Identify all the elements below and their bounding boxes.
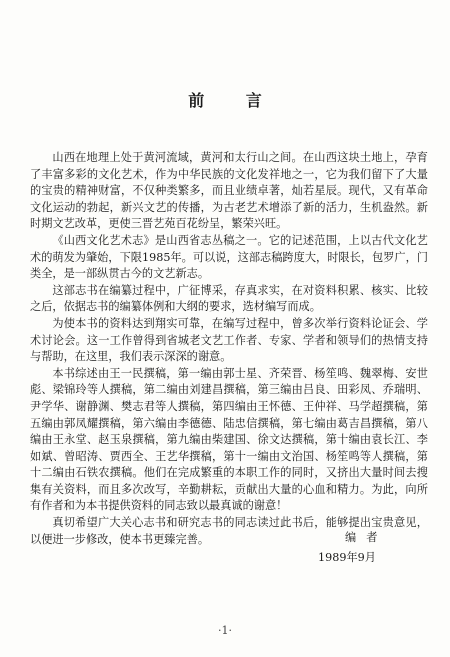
paragraph-1: 山西在地理上处于黄河流域，黄河和太行山之间。在山西这块土地上，孕育了丰富多彩的文化艺术，作为中华民族的文化发祥地之一，它为我们留下了大量的宝贵的精神财富，不仅种类繁多，而且业绩卓著，灿若星辰。现代，又有革命文化运动的勃起，新兴文艺的传播，为古老艺术增添了新的活力，生机盎然。新时期文艺改革，更使三晋艺苑百花纷呈，繁荣兴旺。: [30, 151, 428, 231]
paragraph-3: 这部志书在编纂过程中，广征博采，存真求实，在对资料积累、核实、比较之后，依据志书的编纂体例和大纲的要求，选材编写而成。: [30, 283, 428, 314]
signature: 编者: [345, 531, 388, 544]
paragraph-5: 本书综述由王一民撰稿，第一编由郭士星、齐荣晋、杨笙鸣、魏翠梅、安世彪、梁锦玲等人撰稿，第二编由刘建昌撰稿，第三编由吕良、田彩凤、乔瑞明、尹学华、谢静渊、樊志君等人撰稿，第四编由王怀德、王仲祥、马学超撰稿，第五编由郭凤耀撰稿，第六编由李德德、陆忠信撰稿，第七编由葛吉昌撰稿，第八编由王永堂、赵玉泉撰稿，第九编由柴建国、徐文达撰稿，第十编由袁长江、李如斌、曾昭涛、贾西全、王艺华撰稿，第十一编由文治国、杨笙鸣等人撰稿，第十二编由石铁农撰稿。他们在完成繁重的本职工作的同时，又挤出大量时间去搜集有关资料，而且多次改写，辛勤耕耘，贡献出大量的心血和精力。为此，向所有作者和为本书提供资料的同志致以最真诚的谢意！: [30, 366, 428, 513]
paragraph-2: 《山西文化艺术志》是山西省志丛稿之一。它的记述范围，上以古代文化艺术的萌发为肇始，下限1985年。可以说，这部志稿跨度大，时限长，包罗广，门类全，是一部纵贯古今的文艺新志。: [30, 233, 428, 281]
paragraph-4: 为使本书的资料达到翔实可靠，在编写过程中，曾多次举行资料论证会、学术讨论会。这一工作曾得到省城老文艺工作者、专家、学者和领导们的热情支持与帮助，在这里，我们表示深深的谢意。: [30, 316, 428, 364]
paragraph-6: 真切希望广大关心志书和研究志书的同志读过此书后，能够提出宝贵意见，以便进一步修改，使本书更臻完善。: [30, 516, 428, 546]
page-number: ·1·: [218, 624, 232, 637]
preface-body: [30, 150, 428, 548]
page-title: 前 言: [188, 91, 280, 110]
date-line: 1989年9月: [318, 551, 376, 564]
